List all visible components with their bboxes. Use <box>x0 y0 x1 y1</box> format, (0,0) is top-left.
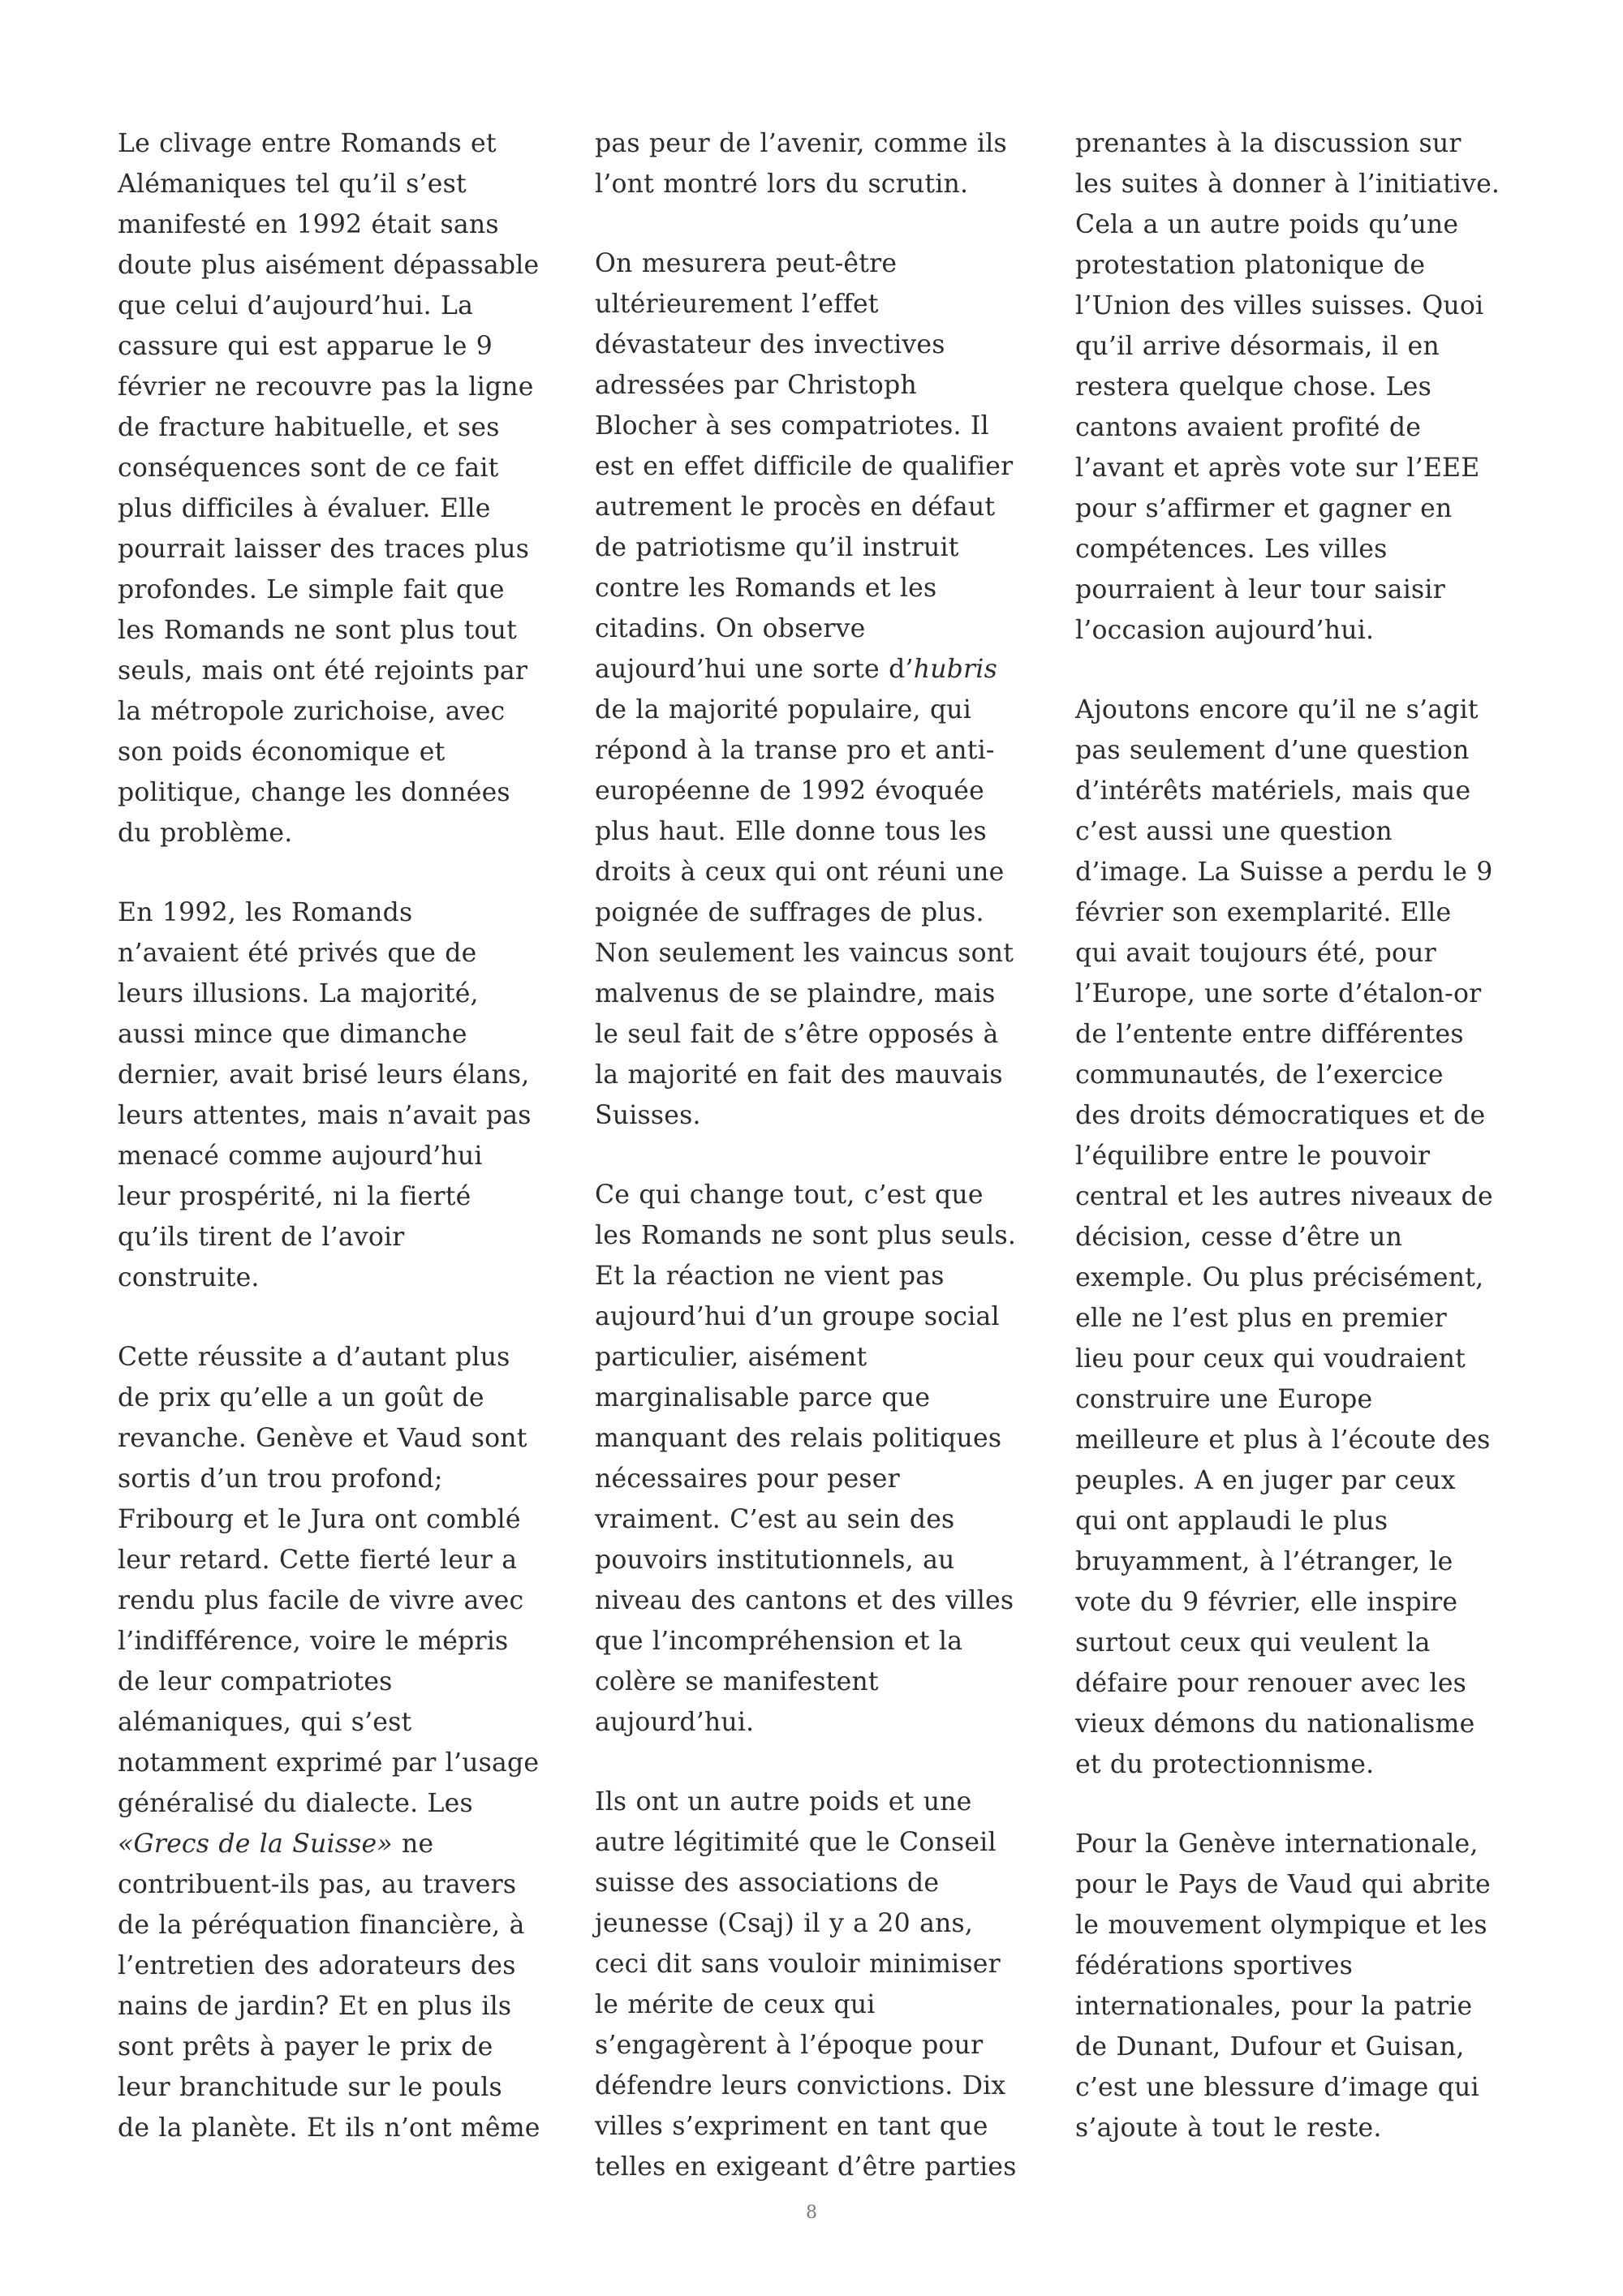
paragraph: Le clivage entre Romands et Alémaniques tel qu’il s’est manifesté en 1992 était sans doute plus aisément dépassable que celui d’aujourd’hui. La cassure qui est apparue le 9 février ne recouvre pas la ligne de fracture habituelle, et ses conséquences sont de ce fait plus difficiles à évaluer. Elle pourrait laisser des traces plus profondes. Le simple fait que les Romands ne sont plus tout seuls, mais ont été rejoints par la métropole zurichoise, avec son poids économique et politique, change les données du problème. <box>118 129 540 848</box>
paragraph: En 1992, les Romands n’avaient été privés que de leurs illusions. La majorité, aussi mince que dimanche dernier, avait brisé leurs élans, leurs attentes, mais n’avait pas menacé comme aujourd’hui leur prospérité, ni la fierté qu’ils tirent de l’avoir construite. <box>118 898 532 1292</box>
italic-text: hubris <box>913 655 997 684</box>
paragraph: pas peur de l’avenir, comme ils l’ont montré lors du scrutin. <box>595 129 1007 199</box>
text-run: Cette réussite a d’autant plus de prix qu’elle a un goût de revanche. Genève et Vaud sont sortis d’un trou profond; Fribourg et le Jura ont comblé leur retard. Cette fierté leur a rendu plus facile de vivre avec l’indifférence, voire le mépris de leur compatriotes alémaniques, qui s’est notamment exprimé par l’usage généralisé du dialecte. Les <box>118 1343 540 1818</box>
text-run: de la majorité populaire, qui répond à la transe pro et anti- européenne de 1992 évoquée plus haut. Elle donne tous les droits à ceux qui ont réuni une poignée de suffrages de plus. Non seulement les vaincus sont malvenus de se plaindre, mais le seul fait de s’être opposés à la majorité en fait des mauvais Suisses. <box>595 695 1014 1130</box>
text-column-1 <box>118 123 568 2187</box>
paragraph: Pour la Genève internationale, pour le Pays de Vaud qui abrite le mouvement olympique et les fédérations sportives internationales, pour la patrie de Dunant, Dufour et Guisan, c’est une blessure d’image qui s’ajoute à tout le reste. <box>1075 1829 1491 2143</box>
page-number: 8 <box>806 2203 817 2223</box>
paragraph: Ce qui change tout, c’est que les Romands ne sont plus seuls. Et la réaction ne vient pas aujourd’hui d’un groupe social particulier, aisément marginalisable parce que manquant des relais politiques nécessaires pour peser vraiment. C’est au sein des pouvoirs institutionnels, au niveau des cantons et des villes que l’incompréhension et la colère se manifestent aujourd’hui. <box>595 1180 1017 1737</box>
text-run: On mesurera peut-être ultérieurement l’effet dévastateur des invectives adressées par Christoph Blocher à ses compatriotes. Il est en effet difficile de qualifier autrement le procès en défaut de patriotisme qu’il instruit contre les Romands et les citadins. On observe aujourd’hui une sorte d’ <box>595 249 1014 684</box>
italic-text: «Grecs de la Suisse» <box>118 1829 393 1859</box>
paragraph <box>118 1337 568 2148</box>
paragraph: Ajoutons encore qu’il ne s’agit pas seulement d’une question d’intérêts matériels, mais que c’est aussi une question d’image. La Suisse a perdu le 9 février son exemplarité. Elle qui avait toujours été, pour l’Europe, une sorte d’étalon-or de l’entente entre différentes communautés, de l’exercice des droits démocratiques et de l’équilibre entre le pouvoir central et les autres niveaux de décision, cesse d’être un exemple. Ou plus précisément, elle ne l’est plus en premier lieu pour ceux qui voudraient construire une Europe meilleure et plus à l’écoute des peuples. A en juger par ceux qui ont applaudi le plus bruyamment, à l’étranger, le vote du 9 février, elle inspire surtout ceux qui veulent la défaire pour renouer avec les vieux démons du nationalisme et du protectionnisme. <box>1075 695 1493 1779</box>
text-column-2 <box>595 123 1045 2226</box>
paragraph: Ils ont un autre poids et une autre légitimité que le Conseil suisse des associations de jeunesse (Csaj) il y a 20 ans, ceci dit sans vouloir minimiser le mérite de ceux qui s’engagèrent à l’époque pour défendre leurs convictions. Dix villes s’expriment en tant que telles en exigeant d’être parties <box>595 1787 1017 2182</box>
paragraph: prenantes à la discussion sur les suites à donner à l’initiative. Cela a un autre poids qu’une protestation platonique de l’Union des villes suisses. Quoi qu’il arrive désormais, il en restera quelque chose. Les cantons avaient profité de l’avant et après vote sur l’EEE pour s’affirmer et gagner en compétences. Les villes pourraient à leur tour saisir l’occasion aujourd’hui. <box>1075 129 1500 645</box>
text-column-3 <box>1075 123 1526 2187</box>
text-run: ne contribuent-ils pas, au travers de la péréquation financière, à l’entretien des adorateurs des nains de jardin? Et en plus ils sont prêts à payer le prix de leur branchitude sur le pouls de la planète. Et ils n’ont même <box>118 1829 540 2143</box>
paragraph <box>595 243 1045 1136</box>
